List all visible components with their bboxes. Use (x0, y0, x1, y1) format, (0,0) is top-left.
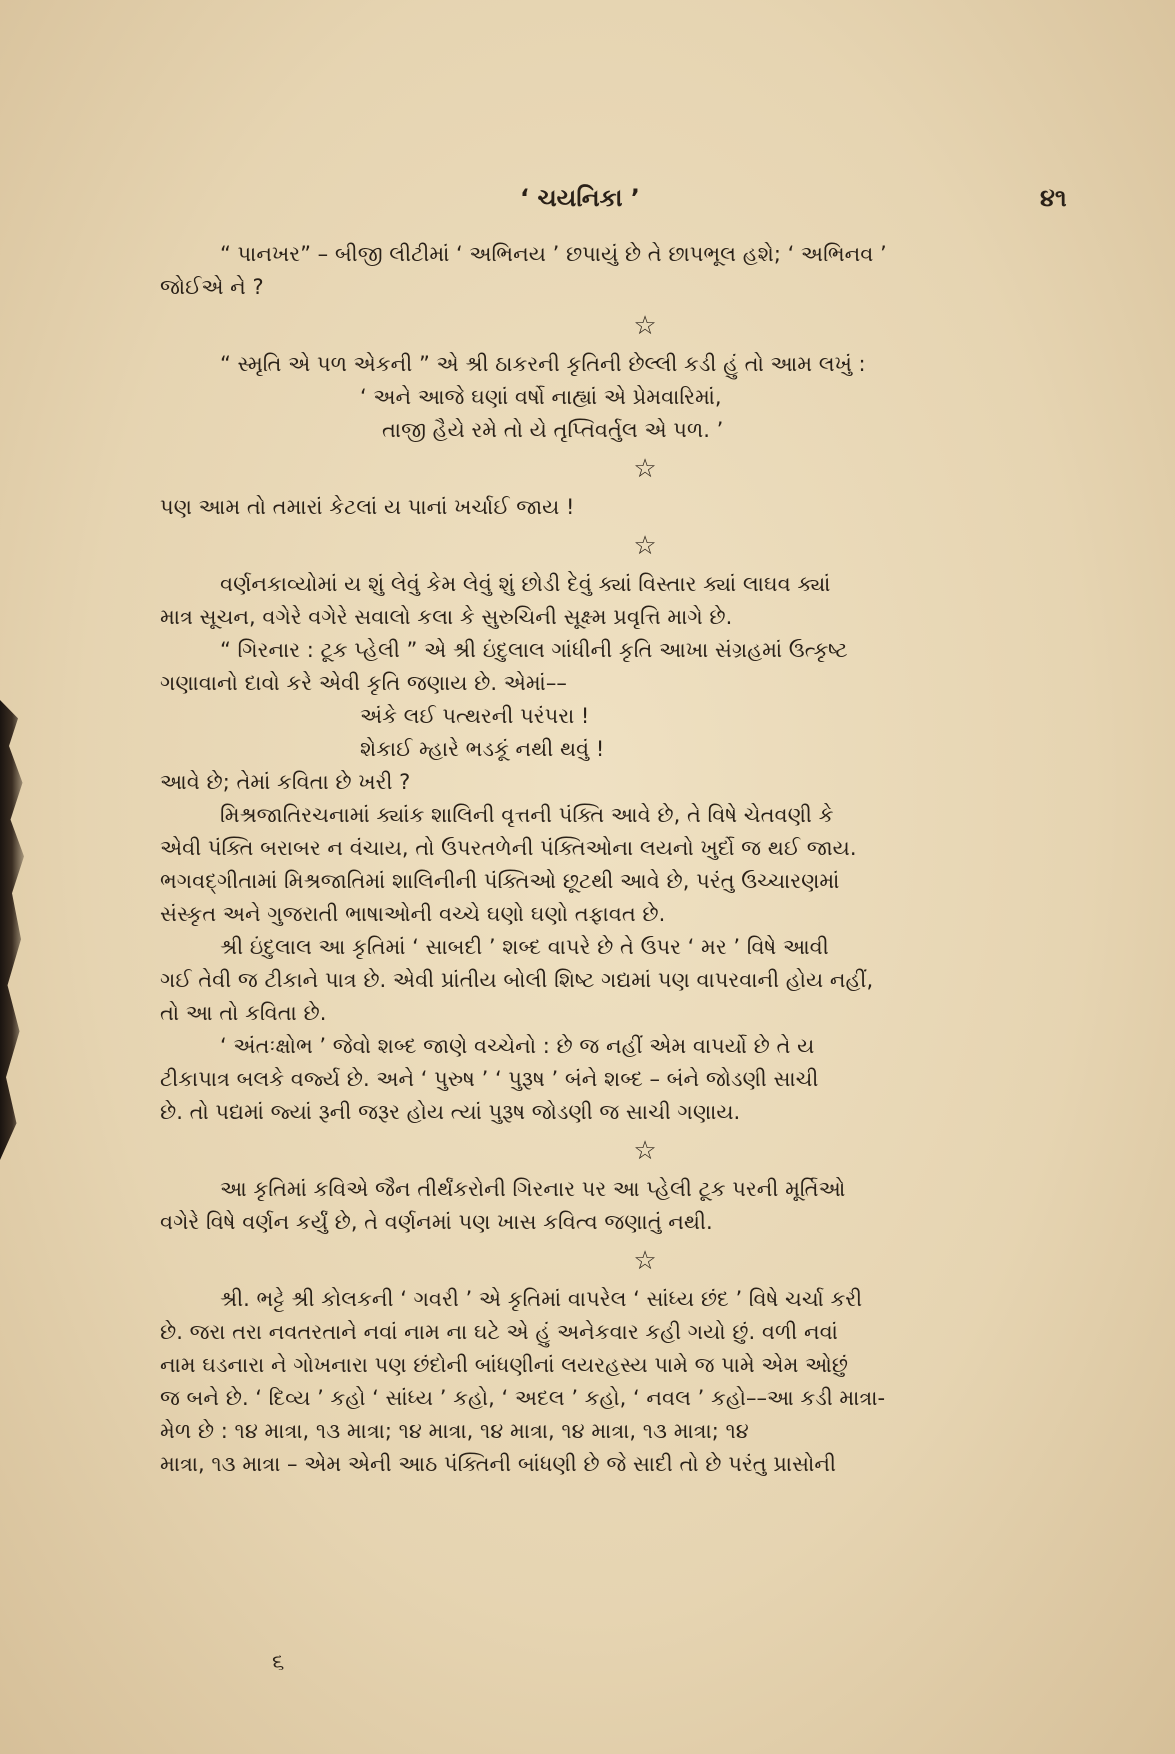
paragraph-line: વર્ણનકાવ્યોમાં ય શું લેવું કેમ લેવું શું છોડી દેવું ક્યાં વિસ્તાર ક્યાં લાઘવ ક્યાં (220, 572, 831, 596)
page-number: ૪૧ (1040, 184, 1067, 212)
paragraph-line: સંસ્કૃત અને ગુજરાતી ભાષાઓની વચ્ચે ઘણો ઘણો તફાવત છે. (160, 902, 666, 926)
paragraph-line: જોઈએ ને ? (160, 275, 264, 299)
paragraph-line: જ બને છે. ‘ દિવ્ય ’ કહો ‘ સાંધ્ય ’ કહો, ‘ અદલ ’ કહો, ‘ નવલ ’ કહો––આ કડી માત્રા- (160, 1386, 886, 1410)
paragraph-line: શ્રી ઇંદુલાલ આ કૃતિમાં ‘ સાબદી ’ શબ્દ વાપરે છે તે ઉપર ‘ મર ’ વિષે આવી (220, 935, 829, 959)
verse-line: ‘ અને આજે ઘણાં વર્ષો નાહ્યાં એ પ્રેમવારિમાં, (360, 385, 722, 409)
paragraph-line: છે. તો પદ્યમાં જ્યાં રૂની જરૂર હોય ત્યાં પુરૂષ જોડણી જ સાચી ગણાય. (160, 1100, 741, 1124)
star-divider: ☆ (633, 311, 657, 341)
verse-line: શેકાઈ મ્હારે ભડકૂં નથી થવું ! (360, 737, 605, 761)
paragraph-line: માત્ર સૂચન, વગેરે વગેરે સવાલો કલા કે સુરુચિની સૂક્ષ્મ પ્રવૃત્તિ માગે છે. (160, 605, 733, 629)
paragraph-line: છે. જરા તરા નવતરતાને નવાં નામ ના ઘટે એ હું અનેકવાર કહી ગયો છું. વળી નવાં (160, 1320, 838, 1344)
paragraph-line: આ કૃતિમાં કવિએ જૈન તીર્થંકરોની ગિરનાર પર આ પ્હેલી ટૂક પરની મૂર્તિઓ (220, 1177, 846, 1201)
page-header (0, 184, 1175, 224)
running-title: ‘ ચયનિકા ’ (520, 184, 640, 212)
star-divider: ☆ (633, 1136, 657, 1166)
paragraph-line: મિશ્રજાતિરચનામાં ક્યાંક શાલિની વૃત્તની પંક્તિ આવે છે, તે વિષે ચેતવણી કે (220, 803, 834, 827)
paragraph-line: “ ગિરનાર : ટૂક પ્હેલી ” એ શ્રી ઇંદુલાલ ગાંધીની કૃતિ આખા સંગ્રહમાં ઉત્કૃષ્ટ (220, 638, 848, 662)
signature-mark: ૬ (272, 1650, 285, 1675)
paragraph-line: “ પાનખર” – બીજી લીટીમાં ‘ અભિનય ’ છપાયું છે તે છાપભૂલ હશે; ‘ અભિનવ ’ (220, 242, 887, 266)
paragraph-line: વગેરે વિષે વર્ણન કર્યું છે, તે વર્ણનમાં પણ ખાસ કવિત્વ જણાતું નથી. (160, 1210, 713, 1234)
paragraph-line: એવી પંક્તિ બરાબર ન વંચાય, તો ઉપરતળેની પંક્તિઓના લયનો ખુર્દો જ થઈ જાય. (160, 836, 857, 860)
star-divider: ☆ (633, 454, 657, 484)
page-body (160, 238, 1060, 1481)
verse-line: તાજી હૈયે રમે તો યે તૃપ્તિવર્તુલ એ પળ. ’ (382, 418, 724, 442)
paragraph-line: માત્રા, ૧૩ માત્રા – એમ એની આઠ પંક્તિની બાંધણી છે જે સાદી તો છે પરંતુ પ્રાસોની (160, 1452, 836, 1476)
paragraph-line: ગઈ તેવી જ ટીકાને પાત્ર છે. એવી પ્રાંતીય બોલી શિષ્ટ ગદ્યમાં પણ વાપરવાની હોય નહીં, (160, 968, 874, 992)
paragraph-line: આવે છે; તેમાં કવિતા છે ખરી ? (160, 770, 411, 794)
paragraph-line: મેળ છે : ૧૪ માત્રા, ૧૩ માત્રા; ૧૪ માત્રા, ૧૪ માત્રા, ૧૪ માત્રા, ૧૩ માત્રા; ૧૪ (160, 1419, 749, 1443)
paragraph-line: “ સ્મૃતિ એ પળ એકની ” એ શ્રી ઠાકરની કૃતિની છેલ્લી કડી હું તો આમ લખું : (220, 352, 866, 376)
paragraph-line: ટીકાપાત્ર બલકે વર્જ્ય છે. અને ‘ પુરુષ ’ ‘ પુરૂષ ’ બંને શબ્દ – બંને જોડણી સાચી (160, 1067, 819, 1091)
verse-line: અંકે લઈ પત્થરની પરંપરા ! (360, 704, 590, 728)
paragraph-line: તો આ તો કવિતા છે. (160, 1001, 327, 1025)
paragraph-line: પણ આમ તો તમારાં કેટલાં ય પાનાં ખર્ચાઈ જાય ! (160, 495, 575, 519)
paragraph-line: ‘ અંતઃક્ષોભ ’ જેવો શબ્દ જાણે વચ્ચેનો : છે જ નહીં એમ વાપર્યો છે તે ય (220, 1034, 815, 1058)
paragraph-line: ગણાવાનો દાવો કરે એવી કૃતિ જણાય છે. એમાં–– (160, 671, 567, 695)
paragraph-line: શ્રી. ભટ્ટે શ્રી કોલકની ‘ ગવરી ’ એ કૃતિમાં વાપરેલ ‘ સાંધ્ય છંદ ’ વિષે ચર્ચા કરી (220, 1287, 863, 1311)
star-divider: ☆ (633, 1246, 657, 1276)
paragraph-line: ભગવદ્ગીતામાં મિશ્રજાતિમાં શાલિનીની પંક્તિઓ છૂટથી આવે છે, પરંતુ ઉચ્ચારણમાં (160, 869, 840, 893)
torn-edge (0, 700, 30, 1160)
star-divider: ☆ (633, 531, 657, 561)
paragraph-line: નામ ઘડનારા ને ગોખનારા પણ છંદોની બાંધણીનાં લયરહસ્ય પામે જ પામે એમ ઓછું (160, 1353, 849, 1377)
